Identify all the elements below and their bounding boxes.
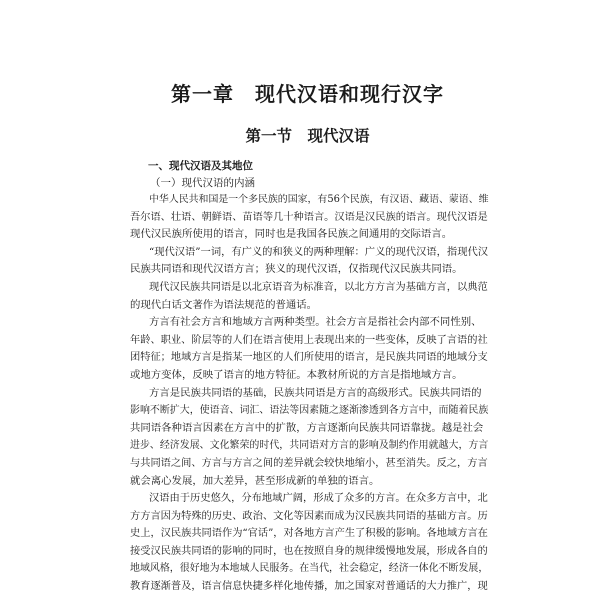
text-line: 的现代白话文著作为语法规范的普通话。: [130, 298, 318, 311]
chapter-title: 第一章 现代汉语和现行汉字: [171, 82, 444, 106]
subsubsection-heading: （一）现代汉语的内涵: [150, 177, 255, 189]
text-line: 方言有社会方言和地域方言两种类型。社会方言是指社会内部不同性别、: [149, 316, 482, 329]
text-line: 就会离心发展，加大差异，甚至形成新的单独的语言。: [130, 474, 380, 487]
text-line: 团特征；地域方言是指某一地区的人们所使用的语言，是民族共同语的地域分支: [130, 352, 488, 364]
text-line: 史上，汉民族共同语作为“官话”，对各地方言产生了积极的影响。各地域方言在: [130, 528, 488, 540]
text-line: 方言是民族共同语的基础，民族共同语是方言的高级形式。民族共同语的: [149, 386, 482, 399]
text-line: 年龄、职业、阶层等的人们在语言使用上表现出来的一些变体，反映了言语的社: [130, 334, 488, 346]
text-line: 影响不断扩大，使语音、词汇、语法等因素随之逐渐渗透到各方言中，而随着民族: [130, 405, 489, 417]
text-line: 方方言因为特殊的历史、政治、文化等因素而成为汉民族共同语的基础方言。历: [130, 510, 488, 522]
text-line: 地域风格，很好地为本地域人民服务。在当代，社会稳定，经济一体化不断发展，: [130, 563, 489, 575]
text-line: 吾尔语、壮语、朝鲜语、苗语等几十种语言。汉语是汉民族的语言。现代汉语是: [130, 211, 488, 223]
text-line: 汉语由于历史悠久，分布地域广阔，形成了众多的方言。在众多方言中，北: [149, 492, 488, 505]
text-line: “现代汉语”一词，有广义的和狭义的两种理解：广义的现代汉语，指现代汉: [149, 245, 488, 258]
text-line: 接受汉民族共同语的影响的同时，也在按照自身的规律缓慢地发展，形成各自的: [130, 545, 488, 557]
text-line: 进步、经济发展、文化繁荣的时代，共同语对方言的影响及制约作用就越大，方言: [130, 440, 489, 452]
text-line: 或地方变体，反映了语言的地方特征。本教材所说的方言是指地域方言。: [130, 368, 463, 381]
text-line: 中华人民共和国是一个多民族的国家，有56个民族，有汉语、藏语、蒙语、维: [149, 194, 489, 205]
section-title: 第一节 现代汉语: [245, 126, 370, 145]
text-line: 民族共同语和现代汉语方言；狭义的现代汉语，仅指现代汉民族共同语。: [130, 263, 463, 276]
text-line: 现代汉民族共同语是以北京语音为标准音，以北方方言为基础方言，以典范: [149, 280, 488, 293]
text-line: 共同语各种语言因素在方言中的扩散，方言逐渐向民族共同语靠拢。越是社会: [130, 421, 484, 434]
text-line: 现代汉民族所使用的语言，同时也是我国各民族之间通用的交际语言。: [130, 228, 453, 241]
text-line: 与共同语之间、方言与方言之间的差异就会较快地缩小，甚至消失。反之，方言: [130, 457, 488, 469]
body-text: [130, 191, 490, 596]
subsection-heading: 一、现代汉语及其地位: [148, 160, 253, 172]
text-line: 教育逐渐普及，语言信息快捷多样化地传播，加之国家对普通话的大力推广，现: [130, 581, 488, 593]
